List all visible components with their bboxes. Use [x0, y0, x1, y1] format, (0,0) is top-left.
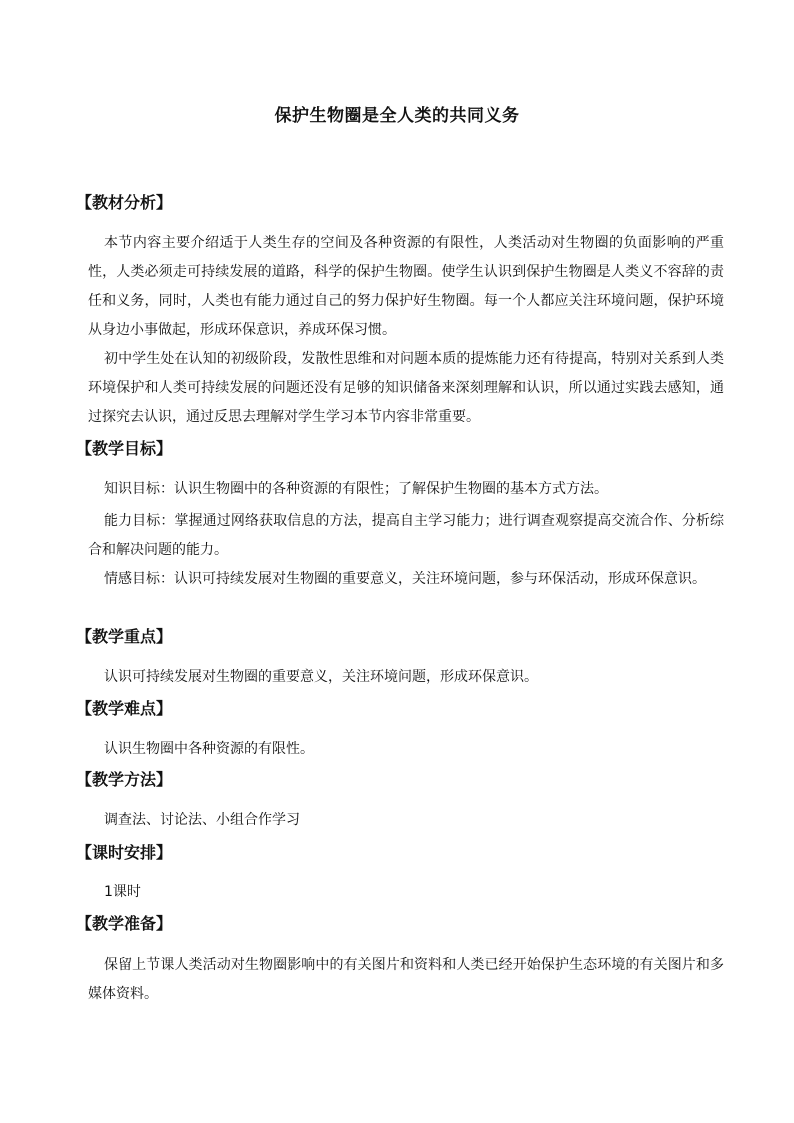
- paragraph-methods: 调查法、讨论法、小组合作学习: [104, 812, 300, 828]
- paragraph-textbook-analysis-2: 初中学生处在认知的初级阶段，发散性思维和对问题本质的提炼能力还有待提高，特别对关系到人类环境保护和人类可持续发展的问题还没有足够的知识储备来深刻理解和认识，所以通过实践去感知，通过探究去认识，通过反思去理解对学生学习本节内容非常重要。: [88, 351, 724, 425]
- paragraph-key-points: 认识可持续发展对生物圈的重要意义，关注环境问题，形成环保意识。: [104, 669, 538, 685]
- paragraph-schedule: 1课时: [104, 884, 141, 900]
- section-heading-key-points: 【教学重点】: [76, 627, 173, 646]
- paragraph-difficulties: 认识生物圈中各种资源的有限性。: [104, 741, 314, 757]
- section-heading-preparation: 【教学准备】: [76, 914, 173, 933]
- document-title: 保护生物圈是全人类的共同义务: [274, 106, 520, 126]
- section-heading-teaching-goals: 【教学目标】: [76, 439, 173, 458]
- paragraph-textbook-analysis-1: 本节内容主要介绍适于人类生存的空间及各种资源的有限性，人类活动对生物圈的负面影响的严重性，人类必须走可持续发展的道路，科学的保护生物圈。使学生认识到保护生物圈是人类义不容辞的责任和义务，同时，人类也有能力通过自己的努力保护好生物圈。每一个人都应关注环境问题，保护环境从身边小事做起，形成环保意识，养成环保习惯。: [88, 235, 724, 338]
- section-heading-methods: 【教学方法】: [76, 770, 173, 789]
- section-heading-difficulties: 【教学难点】: [76, 699, 173, 718]
- paragraph-emotion-goal: 情感目标：认识可持续发展对生物圈的重要意义，关注环境问题，参与环保活动，形成环保意识。: [104, 571, 706, 587]
- section-heading-schedule: 【课时安排】: [76, 843, 173, 862]
- section-heading-textbook-analysis: 【教材分析】: [76, 193, 173, 212]
- paragraph-ability-goal: 能力目标：掌握通过网络获取信息的方法，提高自主学习能力；进行调查观察提高交流合作、分析综合和解决问题的能力。: [88, 513, 724, 558]
- paragraph-knowledge-goal: 知识目标：认识生物圈中的各种资源的有限性；了解保护生物圈的基本方式方法。: [104, 481, 608, 497]
- paragraph-preparation: 保留上节课人类活动对生物圈影响中的有关图片和资料和人类已经开始保护生态环境的有关图片和多媒体资料。: [88, 957, 724, 1002]
